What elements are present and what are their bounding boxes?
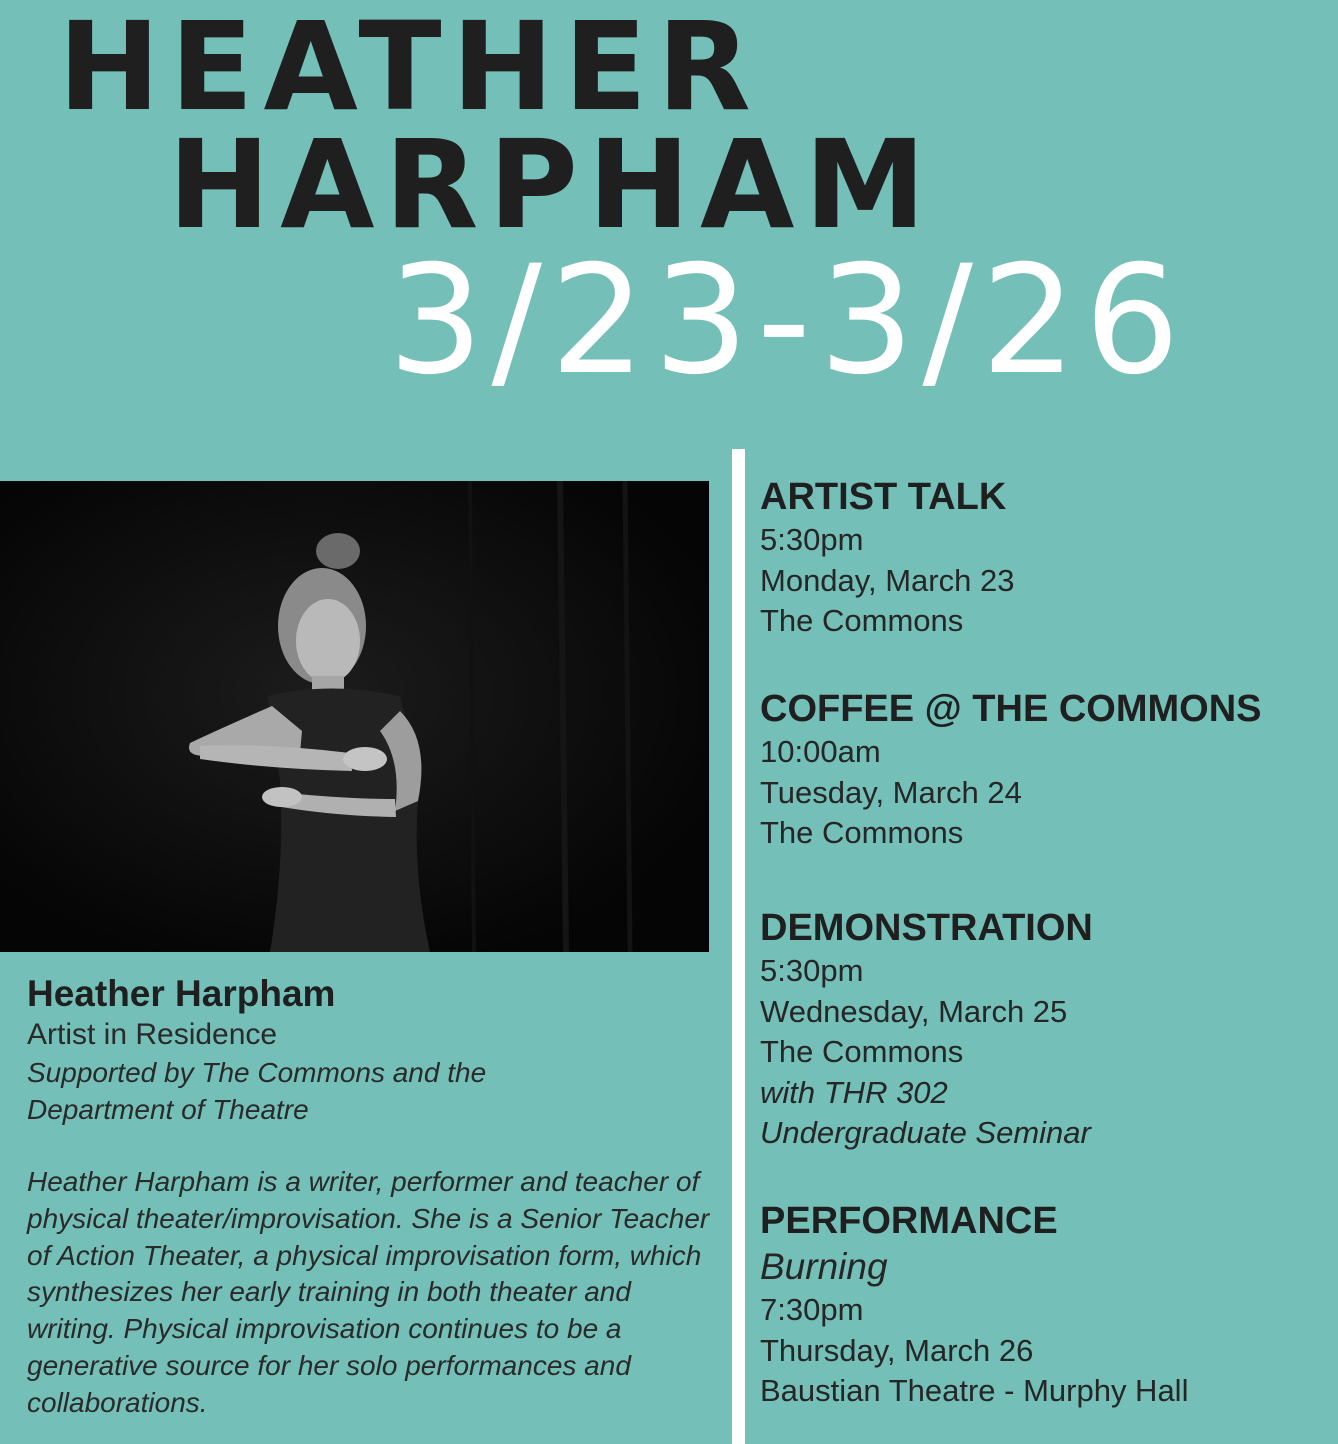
event-time: 10:00am bbox=[760, 734, 881, 769]
event-heading: PERFORMANCE bbox=[760, 1200, 1058, 1242]
event-performance bbox=[760, 1198, 1335, 1412]
event-heading: DEMONSTRATION bbox=[760, 907, 1093, 949]
event-heading: ARTIST TALK bbox=[760, 476, 1007, 518]
event-time: 7:30pm bbox=[760, 1292, 864, 1327]
event-time: 5:30pm bbox=[760, 953, 864, 988]
artist-photo bbox=[0, 481, 709, 952]
event-location: The Commons bbox=[760, 603, 964, 638]
event-date: Thursday, March 26 bbox=[760, 1332, 1034, 1368]
date-range: 3/23-3/26 bbox=[388, 234, 1188, 408]
artist-bio bbox=[27, 972, 727, 1422]
event-location: Baustian Theatre - Murphy Hall bbox=[760, 1373, 1189, 1408]
event-note: Undergraduate Seminar bbox=[760, 1115, 1091, 1150]
bio-support: Supported by The Commons and the Department of Theatre bbox=[27, 1057, 487, 1125]
event-time: 5:30pm bbox=[760, 522, 864, 557]
event-heading: COFFEE @ THE COMMONS bbox=[760, 688, 1262, 730]
title-last-name: HARPHAM bbox=[168, 114, 936, 256]
event-date: Tuesday, March 24 bbox=[760, 774, 1022, 810]
bio-name: Heather Harpham bbox=[27, 973, 336, 1014]
bio-role: Artist in Residence bbox=[27, 1018, 278, 1051]
event-location: The Commons bbox=[760, 1034, 964, 1069]
column-divider bbox=[732, 449, 745, 1444]
bio-text: Heather Harpham is a writer, performer and teacher of physical theater/improvisation. She is a Senior Teacher of Action Theater, a physical improvisation form, which synthesizes her early training in both theater and writing. Physical improvisation continues to be a generative source for her solo performances and collaborations. bbox=[27, 1166, 710, 1418]
performance-title: Burning bbox=[760, 1246, 888, 1287]
event-artist-talk bbox=[760, 474, 1335, 642]
event-location: The Commons bbox=[760, 815, 964, 850]
event-date: Wednesday, March 25 bbox=[760, 993, 1068, 1029]
event-date: Monday, March 23 bbox=[760, 562, 1015, 598]
event-demonstration bbox=[760, 905, 1335, 1154]
title-first-name: HEATHER bbox=[58, 0, 761, 138]
event-coffee bbox=[760, 686, 1335, 854]
event-note: with THR 302 bbox=[760, 1074, 948, 1110]
